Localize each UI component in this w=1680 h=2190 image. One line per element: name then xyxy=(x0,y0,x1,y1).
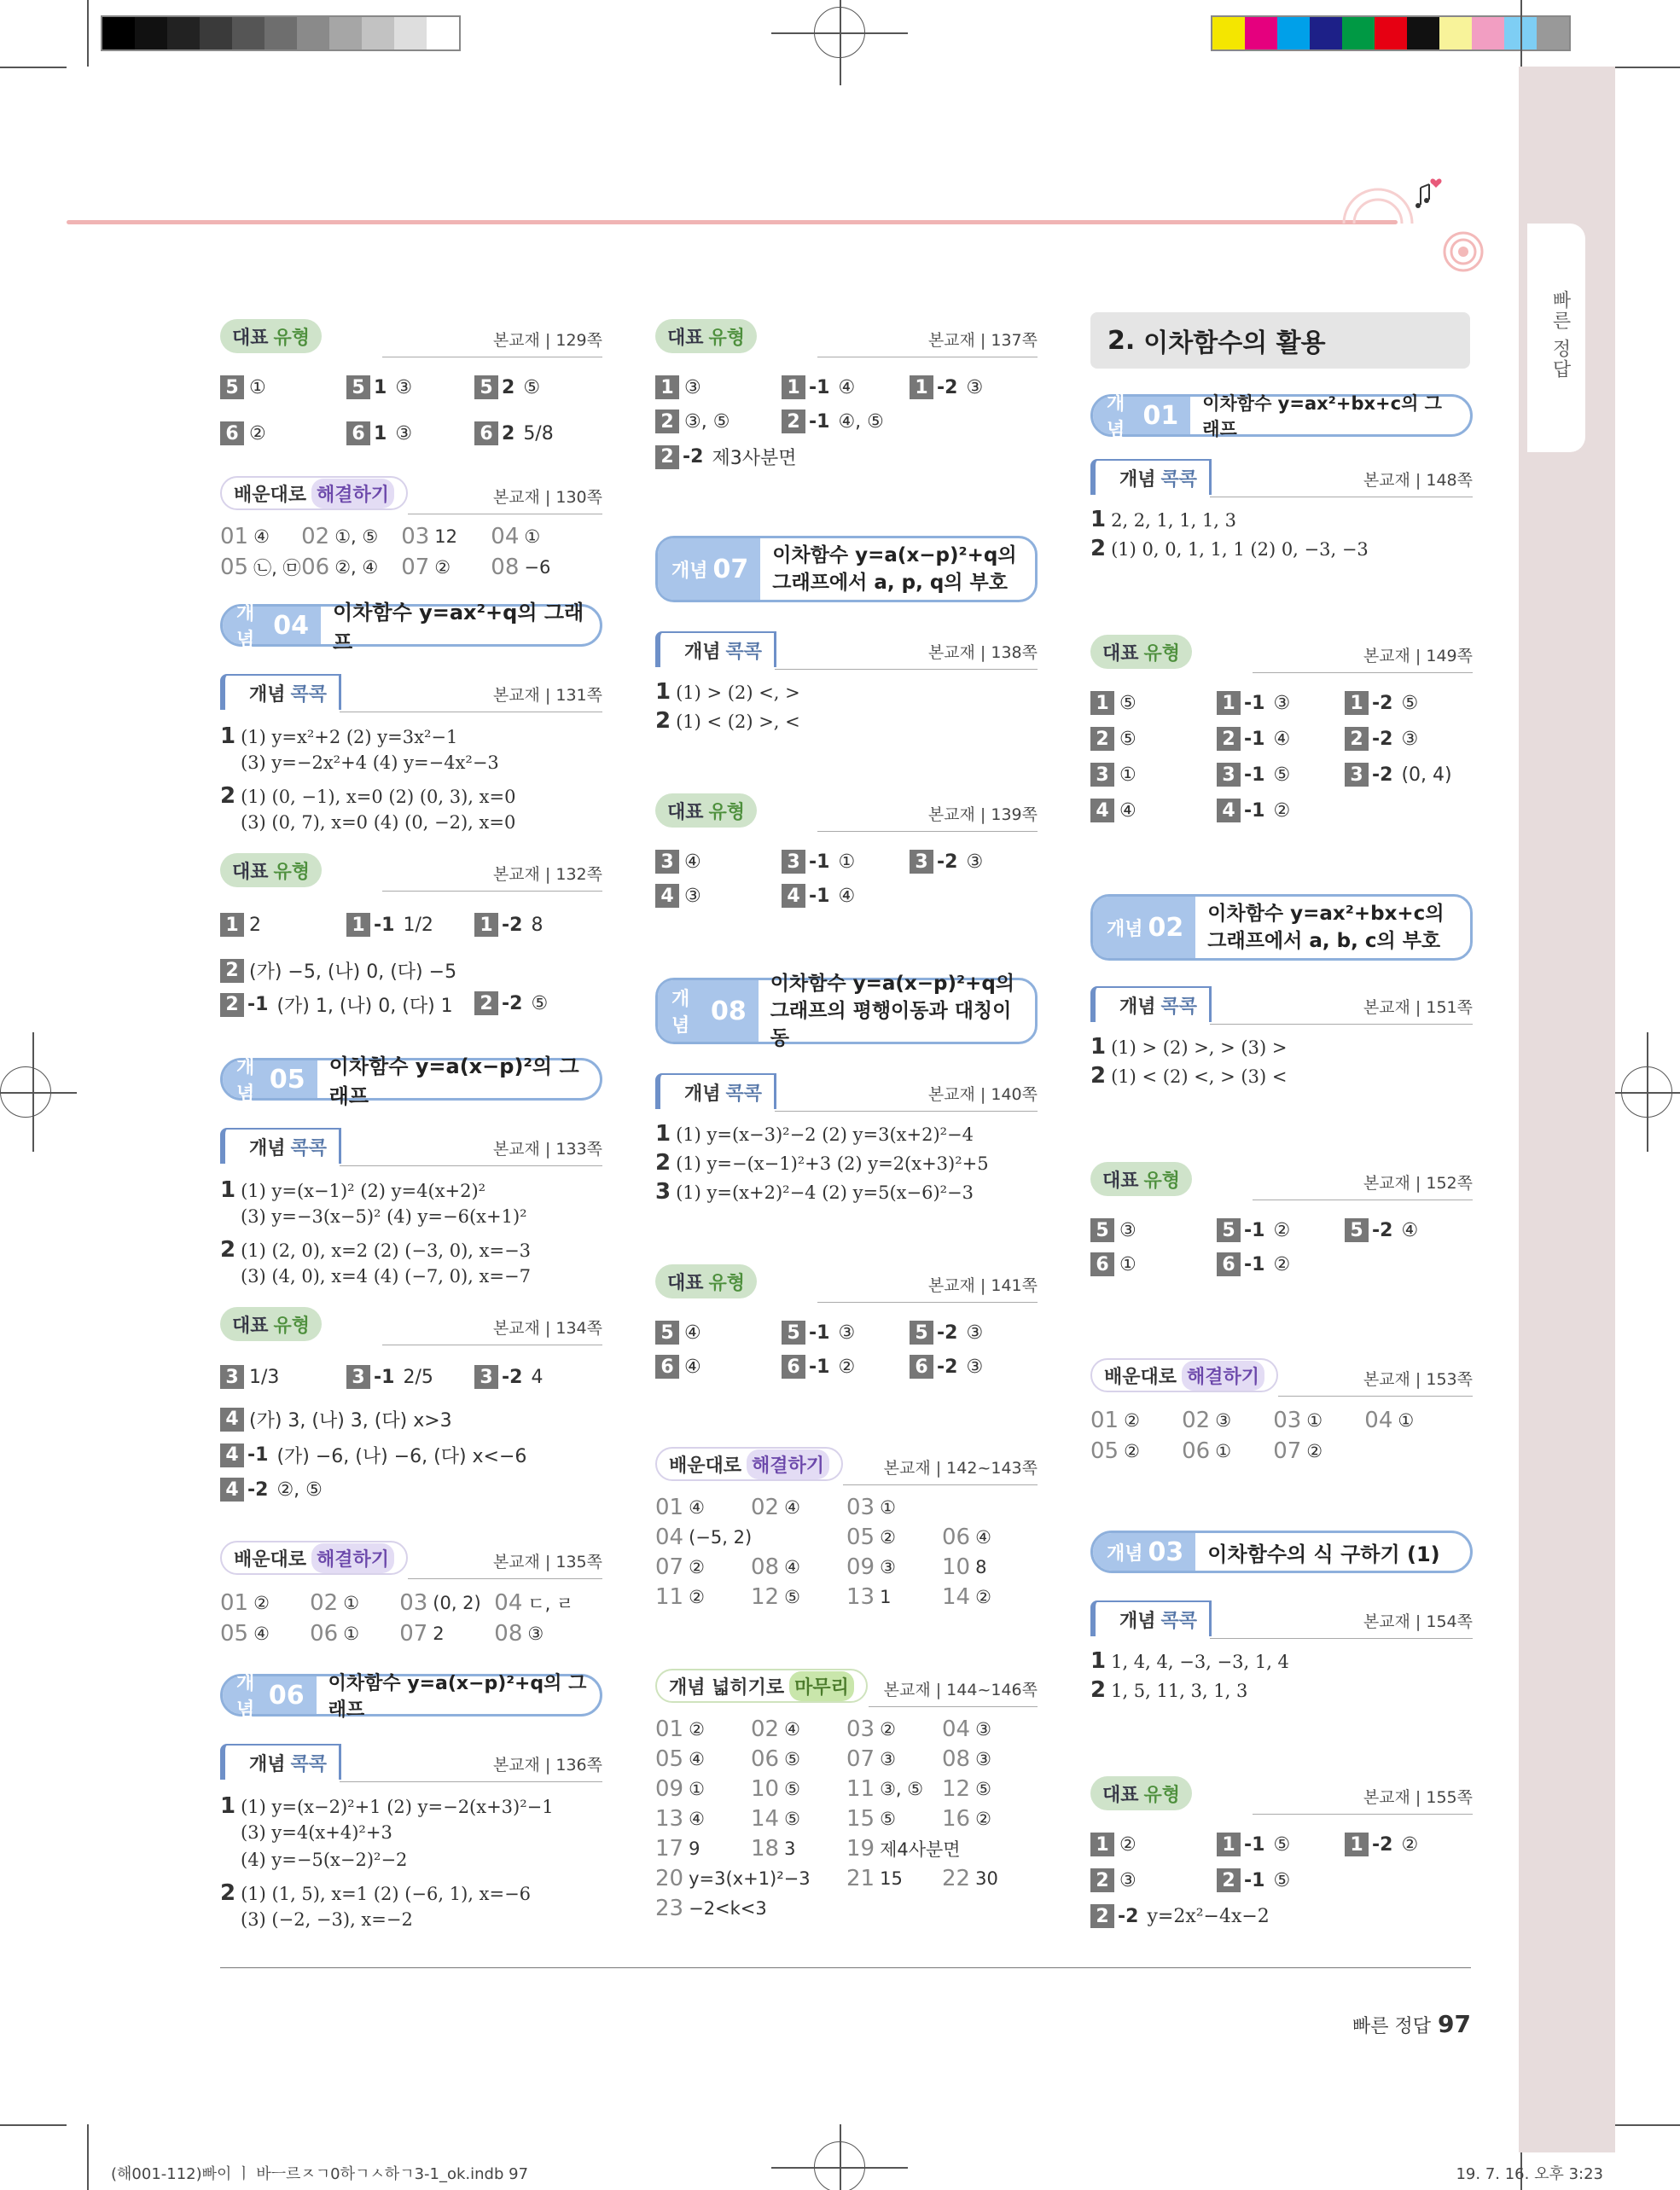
concept-01-title: 개념 01 이차함수 y=ax²+bx+c의 그래프 xyxy=(1090,394,1473,437)
page-reference: 본교재 | 136쪽 xyxy=(492,1756,602,1775)
section-label: 배운대로 해결하기 xyxy=(655,1447,843,1481)
answer-item: 05 ④ xyxy=(655,1746,705,1772)
section-review-135 xyxy=(220,1541,602,1647)
page-reference: 본교재 | 139쪽 xyxy=(927,805,1038,824)
answer-item: 06 ⑤ xyxy=(751,1746,800,1772)
process-color-bar xyxy=(1211,15,1571,51)
section-label: 개념 콕콕 xyxy=(220,1128,341,1164)
section-concept-154: 개념 콕콕 본교재 | 154쪽 1 1, 4, 4, −3, −3, 1, 4 2 1, 5, 11, 3, 1, 3 xyxy=(1090,1600,1473,1703)
concept-05-title: 개념 05 이차함수 y=a(x−p)²의 그래프 xyxy=(220,1058,602,1101)
page-reference: 본교재 | 134쪽 xyxy=(492,1319,602,1338)
header-rule xyxy=(67,220,1398,224)
section-label: 개념 콕콕 xyxy=(1090,986,1212,1022)
answer-item: 14 ⑤ xyxy=(751,1806,800,1832)
section-concept-151: 개념 콕콕 본교재 | 151쪽 1 (1) > (2) >, > (3) > 2 (1) < (2) <, > (3) < xyxy=(1090,986,1473,1089)
answer-grid xyxy=(655,1717,1038,1921)
footer-rule xyxy=(220,1967,1471,1968)
print-date: 19. 7. 16. 오후 3:23 xyxy=(1456,2165,1603,2183)
crop-mark xyxy=(87,2124,89,2190)
quick-answer-tab-label: 빠른 정답 xyxy=(1549,290,1571,380)
section-label: 개념 콕콕 xyxy=(220,674,341,710)
answer-item: 6 2 5/8 xyxy=(474,421,554,445)
answer-item: 09 ① xyxy=(655,1776,705,1802)
section-label: 개념 콕콕 xyxy=(1090,1600,1212,1636)
page-reference: 본교재 | 133쪽 xyxy=(492,1140,602,1159)
page-reference: 본교재 | 144~146쪽 xyxy=(883,1681,1038,1699)
section-representative-141: 대표 유형 본교재 | 141쪽 5 ④ 5 -1 ③ 5 -2 ③ 6 ④ 6 -1 ② 6 -2 ③ xyxy=(655,1264,1038,1384)
answer-item: 6 ② xyxy=(220,421,266,445)
section-representative-137: 대표 유형 본교재 | 137쪽 1 ③ 1 -1 ④ 1 -2 ③ 2 ③, ⑤ 2 -1 ④, ⑤ 2 -2 제3사분면 xyxy=(655,319,1038,473)
answer-item: 13 ④ xyxy=(655,1806,705,1832)
answer-item: 03 ① xyxy=(846,1495,896,1520)
section-review-153: 배운대로 해결하기 본교재 | 153쪽 01 ② 02 ③ 03 ① 04 ① 05 ② 06 ① 07 ② xyxy=(1090,1358,1473,1461)
answer-row: 01 ④ 02 ①, ⑤ 03 12 04 ① xyxy=(220,524,541,549)
crop-mark xyxy=(1615,67,1680,68)
concept-03-title: 개념 03 이차함수의 식 구하기 (1) xyxy=(1090,1531,1473,1573)
chapter-title: 2. 이차함수의 활용 xyxy=(1090,312,1470,369)
answer-grid xyxy=(655,1495,1038,1631)
answer-item: 19 제4사분면 xyxy=(846,1836,961,1862)
section-label: 대표 유형 xyxy=(1090,1776,1192,1810)
answer-item: 02 ④ xyxy=(751,1717,800,1742)
page-footer: 빠른 정답 97 xyxy=(1352,2010,1471,2038)
answer-item: 16 ② xyxy=(942,1806,991,1832)
section-concept-133: 개념 콕콕 본교재 | 133쪽 1 (1) y=(x−1)² (2) y=4(x+2)² (3) y=−3(x−5)² (4) y=−6(x+1)² 2 (1) (2, 0), x=2 (2) (−3, 0), x=−3 (3) (4, 0), x=4 (4) (−7, 0), x=−7 xyxy=(220,1128,602,1290)
answer-item: 01 ④ xyxy=(655,1495,705,1520)
section-concept-140: 개념 콕콕 본교재 | 140쪽 1 (1) y=(x−3)²−2 (2) y=3(x+2)²−4 2 (1) y=−(x−1)²+3 (2) y=2(x+3)²+5 3 (1) y=(x+2)²−4 (2) y=5(x−6)²−3 xyxy=(655,1073,1038,1210)
section-label: 대표 유형 xyxy=(220,1307,322,1341)
section-label: 배운대로 해결하기 xyxy=(220,476,408,510)
page-reference: 본교재 | 141쪽 xyxy=(927,1276,1038,1295)
section-label: 개념 넓히기로 마무리 xyxy=(655,1669,868,1703)
page-reference: 본교재 | 152쪽 xyxy=(1363,1174,1473,1193)
answer-item: 08 ③ xyxy=(942,1746,991,1772)
answer-item: 04 (−5, 2) xyxy=(655,1525,753,1550)
section-label: 대표 유형 xyxy=(655,793,757,828)
page-reference: 본교재 | 130쪽 xyxy=(492,488,602,507)
page-reference: 본교재 | 153쪽 xyxy=(1363,1370,1473,1389)
page-reference: 본교재 | 151쪽 xyxy=(1363,998,1473,1017)
answer-item: 15 ⑤ xyxy=(846,1806,896,1832)
answer-item: 10 8 xyxy=(942,1554,987,1580)
section-concept-138: 개념 콕콕 본교재 | 138쪽 1 (1) > (2) <, > 2 (1) < (2) >, < xyxy=(655,631,1038,734)
section-representative-129 xyxy=(220,319,602,473)
answer-row: 05 ㉡, ㉤ 06 ②, ④ 07 ② 08 −6 xyxy=(220,555,551,580)
answer-row: 05 ④ 06 ① 07 2 08 ③ xyxy=(220,1621,544,1647)
section-label: 개념 콕콕 xyxy=(220,1744,341,1780)
answer-item: 23 −2<k<3 xyxy=(655,1896,767,1921)
crop-mark xyxy=(1604,1092,1680,1094)
section-wrapup-144 xyxy=(655,1669,1038,1925)
crop-mark xyxy=(0,67,67,68)
section-label: 개념 콕콕 xyxy=(1090,459,1212,495)
answer-item: 21 15 xyxy=(846,1866,903,1891)
page-reference: 본교재 | 132쪽 xyxy=(492,865,602,884)
answer-item: 18 3 xyxy=(751,1836,796,1862)
concept-08-title: 개념 08 이차함수 y=a(x−p)²+q의 그래프의 평행이동과 대칭이동 xyxy=(655,978,1038,1044)
section-concept-148: 개념 콕콕 본교재 | 148쪽 1 2, 2, 1, 1, 1, 3 2 (1) 0, 0, 1, 1, 1 (2) 0, −3, −3 xyxy=(1090,459,1473,561)
answer-item: 05 ② xyxy=(846,1525,896,1550)
section-review-142 xyxy=(655,1447,1038,1635)
crop-mark xyxy=(840,0,841,85)
section-label: 대표 유형 xyxy=(1090,635,1192,669)
answer-item: 12 ⑤ xyxy=(942,1776,991,1802)
crop-mark xyxy=(32,1032,34,1152)
crop-mark xyxy=(1520,0,1522,67)
concept-06-title: 개념 06 이차함수 y=a(x−p)²+q의 그래프 xyxy=(220,1674,602,1717)
section-representative-139: 대표 유형 본교재 | 139쪽 3 ④ 3 -1 ① 3 -2 ③ 4 ③ 4 -1 ④ xyxy=(655,793,1038,913)
answer-item: 11 ③, ⑤ xyxy=(846,1776,924,1802)
answer-item: 22 30 xyxy=(942,1866,998,1891)
section-representative-132: 대표 유형 본교재 | 132쪽 1 2 1 -1 1/2 1 -2 8 2 (가) −5, (나) 0, (다) −5 2 -1 (가) 1, (나) 0, (다) 1 2 -2 ⑤ xyxy=(220,853,602,1024)
concept-04-title: 개념 04 이차함수 y=ax²+q의 그래프 xyxy=(220,604,602,647)
crop-mark xyxy=(87,0,89,67)
answer-item: 07 ② xyxy=(655,1554,705,1580)
section-label: 대표 유형 xyxy=(655,1264,757,1298)
page-number: 97 xyxy=(1438,2010,1471,2038)
page-reference: 본교재 | 140쪽 xyxy=(927,1085,1038,1104)
section-label: 대표 유형 xyxy=(220,319,322,353)
answer-item: 5 ① xyxy=(220,375,266,399)
answer-item: 03 ② xyxy=(846,1717,896,1742)
music-hearts-icon xyxy=(1327,171,1497,273)
page-reference: 본교재 | 138쪽 xyxy=(927,643,1038,662)
section-label: 배운대로 해결하기 xyxy=(220,1541,408,1575)
concept-07-title: 개념 07 이차함수 y=a(x−p)²+q의 그래프에서 a, p, q의 부호 xyxy=(655,536,1038,602)
section-label: 개념 콕콕 xyxy=(655,1073,776,1109)
page-reference: 본교재 | 131쪽 xyxy=(492,686,602,705)
section-label: 개념 콕콕 xyxy=(655,631,776,667)
grayscale-color-bar xyxy=(101,15,461,51)
answer-row: 01 ② 02 ① 03 (0, 2) 04 ㄷ, ㄹ xyxy=(220,1590,574,1616)
answer-item: 10 ⑤ xyxy=(751,1776,800,1802)
page-reference: 본교재 | 155쪽 xyxy=(1363,1788,1473,1807)
page-reference: 본교재 | 154쪽 xyxy=(1363,1612,1473,1631)
concept-02-title: 개념 02 이차함수 y=ax²+bx+c의 그래프에서 a, b, c의 부호 xyxy=(1090,894,1473,961)
answer-item: 6 1 ③ xyxy=(346,421,412,445)
print-slug: (해001-112)빠이 ㅣ 바ㅡ르ㅈㄱ0하ㄱㅅ하ㄱ3-1_ok.indb 97 xyxy=(111,2165,529,2183)
answer-item: 06 ④ xyxy=(942,1525,991,1550)
answer-item: 13 1 xyxy=(846,1584,892,1610)
page-reference: 본교재 | 148쪽 xyxy=(1363,471,1473,490)
crop-mark xyxy=(1615,2124,1680,2126)
answer-item: 14 ② xyxy=(942,1584,991,1610)
section-label: 대표 유형 xyxy=(220,853,322,887)
section-concept-131: 개념 콕콕 본교재 | 131쪽 1 (1) y=x²+2 (2) y=3x²−1 (3) y=−2x²+4 (4) y=−4x²−3 2 (1) (0, −1), x=0 (2) (0, 3), x=0 (3) (0, 7), x=0 (4) (0, −2), x=0 xyxy=(220,674,602,828)
crop-mark xyxy=(840,2124,841,2190)
section-representative-149: 대표 유형 본교재 | 149쪽 1 ⑤ 1 -1 ③ 1 -2 ⑤ 2 ⑤ 2 -1 ④ 2 -2 ③ 3 ① 3 -1 ⑤ 3 -2 (0, 4) 4 ④ 4 -1 ② xyxy=(1090,635,1473,822)
section-representative-155: 대표 유형 본교재 | 155쪽 1 ② 1 -1 ⑤ 1 -2 ② 2 ③ 2 -1 ⑤ 2 -2 y=2x²−4x−2 xyxy=(1090,1776,1473,1930)
page-reference: 본교재 | 135쪽 xyxy=(492,1553,602,1571)
answer-item: 20 y=3(x+1)²−3 xyxy=(655,1866,811,1891)
page-reference: 본교재 | 149쪽 xyxy=(1363,647,1473,665)
answer-item: 09 ③ xyxy=(846,1554,896,1580)
answer-item: 01 ② xyxy=(655,1717,705,1742)
answer-item: 04 ③ xyxy=(942,1717,991,1742)
crop-mark xyxy=(0,1092,77,1094)
answer-item: 08 ④ xyxy=(751,1554,800,1580)
section-label: 대표 유형 xyxy=(655,319,757,353)
crop-mark xyxy=(1647,1032,1648,1152)
section-representative-152: 대표 유형 본교재 | 152쪽 5 ③ 5 -1 ② 5 -2 ④ 6 ① 6 -1 ② xyxy=(1090,1162,1473,1281)
answer-item: 07 ③ xyxy=(846,1746,896,1772)
crop-mark xyxy=(0,2124,67,2126)
section-label: 대표 유형 xyxy=(1090,1162,1192,1196)
section-label: 배운대로 해결하기 xyxy=(1090,1358,1278,1392)
answer-item: 12 ⑤ xyxy=(751,1584,800,1610)
page-reference: 본교재 | 142~143쪽 xyxy=(883,1459,1038,1478)
answer-item: 5 2 ⑤ xyxy=(474,375,540,399)
section-review-130 xyxy=(220,476,602,578)
answer-item: 5 1 ③ xyxy=(346,375,412,399)
section-representative-134: 대표 유형 본교재 | 134쪽 3 1/3 3 -1 2/5 3 -2 4 4 (가) 3, (나) 3, (다) x>3 4 -1 (가) −6, (나) −6, (다) x<−6 4 -2 ②, ⑤ xyxy=(220,1307,602,1520)
page-reference: 본교재 | 137쪽 xyxy=(927,331,1038,350)
answer-item: 11 ② xyxy=(655,1584,705,1610)
answer-item: 17 9 xyxy=(655,1836,700,1862)
section-concept-136: 개념 콕콕 본교재 | 136쪽 1 (1) y=(x−2)²+1 (2) y=−2(x+3)²−1 (3) y=4(x+4)²+3 (4) y=−5(x−2)²−2 2 (1) (1, 5), x=1 (2) (−6, 1), x=−6 (3) (−2, −3), x=−2 xyxy=(220,1744,602,1931)
answer-item: 02 ④ xyxy=(751,1495,800,1520)
page-reference: 본교재 | 129쪽 xyxy=(492,331,602,350)
